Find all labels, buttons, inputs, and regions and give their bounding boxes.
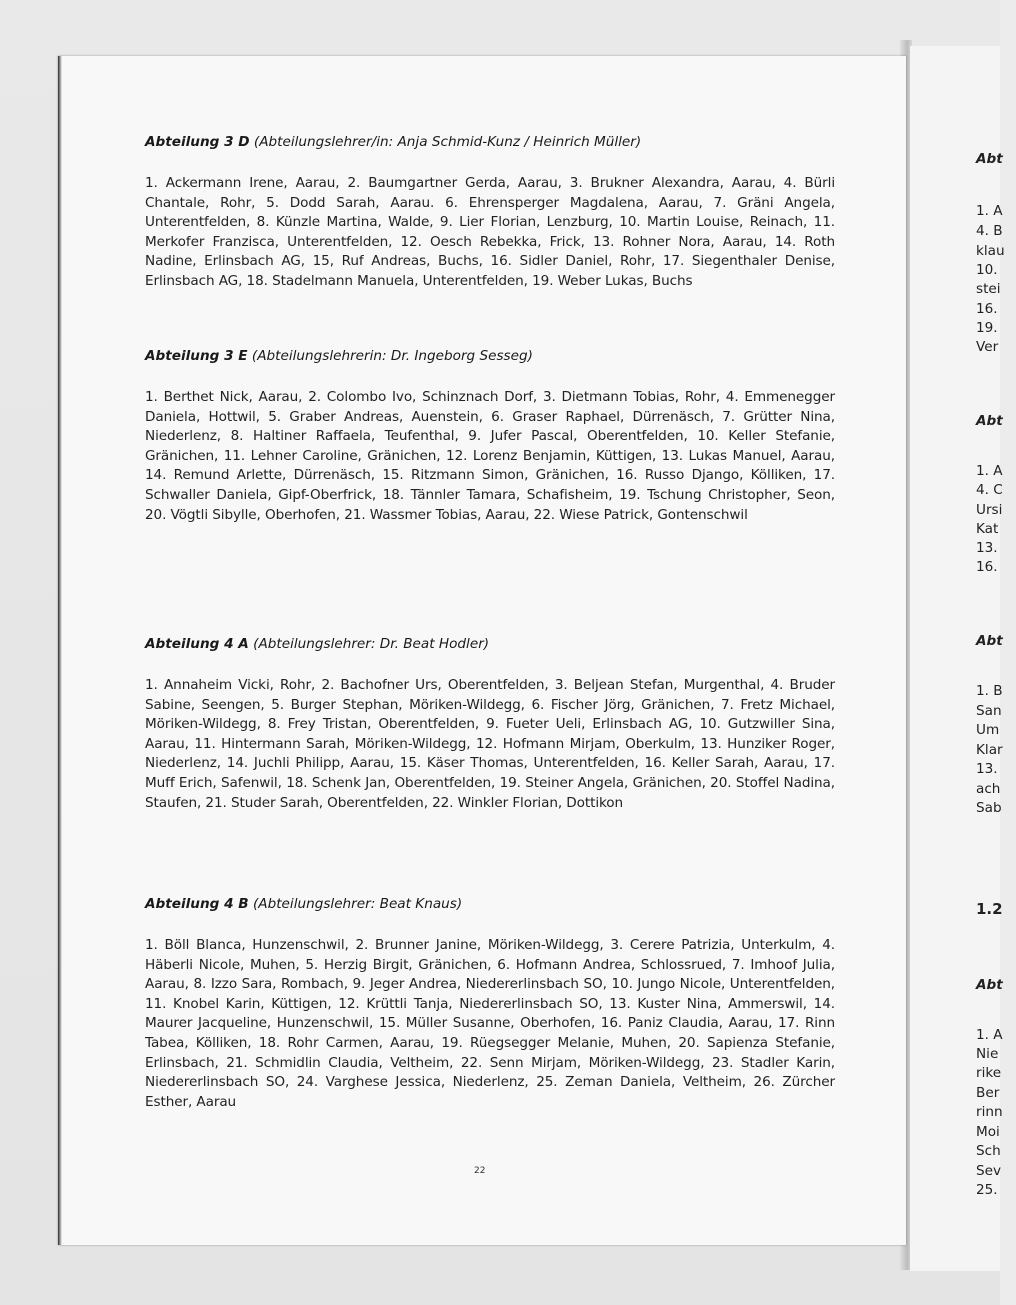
facing-page-fragment: 1. B: [976, 683, 1003, 699]
section-3e: [145, 346, 835, 525]
facing-page-fragment: 19.: [976, 320, 998, 336]
section-heading: [145, 346, 835, 366]
student-list: 1. Annaheim Vicki, Rohr, 2. Bachofner Urs, Oberentfelden, 3. Beljean Stefan, Murgenthal, 4. Bruder Sabine, Seengen, 5. Burger Stephan, Möriken-Wildegg, 6. Fischer Jörg, Gränichen, 7. Fretz Michael, Möriken-Wildegg, 8. Frey Tristan, Oberentfelden, 9. Fueter Ueli, Erlinsbach AG, 10. Gutzwiller Sina, Aarau, 11. Hintermann Sarah, Möriken-Wildegg, 12. Hofmann Mirjam, Oberkulm, 13. Hunziker Roger, Niederlenz, 14. Juchli Philipp, Aarau, 15. Käser Thomas, Unterentfelden, 16. Keller Sarah, Aarau, 17. Muff Erich, Safenwil, 18. Schenk Jan, Oberentfelden, 19. Steiner Angela, Gränichen, 20. Stoffel Nadina, Staufen, 21. Studer Sarah, Oberentfelden, 22. Winkler Florian, Dottikon: [145, 677, 835, 811]
student-list: 1. Böll Blanca, Hunzenschwil, 2. Brunner Janine, Möriken-Wildegg, 3. Cerere Patrizia, Unterkulm, 4. Häberli Nicole, Muhen, 5. Herzig Birgit, Gränichen, 6. Hofmann Andrea, Schlossrued, 7. Imhoof Julia, Aarau, 8. Izzo Sara, Rombach, 9. Jeger Andrea, Niedererlinsbach SO, 10. Jungo Nicole, Unterentfelden, 11. Knobel Karin, Küttigen, 12. Krüttli Tanja, Niedererlinsbach SO, 13. Kuster Nina, Ammerswil, 14. Maurer Jacqueline, Hunzenschwil, 15. Müller Susanne, Oberhofen, 16. Paniz Claudia, Aarau, 17. Rinn Tabea, Kölliken, 18. Rohr Carmen, Aarau, 19. Rüegsegger Melanie, Muhen, 20. Sapienza Stefanie, Erlinsbach, 21. Schmidlin Claudia, Veltheim, 22. Senn Mirjam, Möriken-Wildegg, 23. Stadler Karin, Niedererlinsbach SO, 24. Varghese Jessica, Niederlenz, 25. Zeman Daniela, Veltheim, 26. Zürcher Esther, Aarau: [145, 937, 835, 1110]
facing-page-fragment: Sev: [976, 1163, 1002, 1179]
section-3d: [145, 132, 835, 292]
student-list: 1. Ackermann Irene, Aarau, 2. Baumgartner Gerda, Aarau, 3. Brukner Alexandra, Aarau, 4. Bürli Chantale, Rohr, 5. Dodd Sarah, Aarau. 6. Ehrensperger Magdalena, Aarau, 7. Gräni Angela, Unterentfelden, 8. Künzle Martina, Walde, 9. Lier Florian, Lenzburg, 10. Martin Louise, Reinach, 11. Merkofer Franzisca, Unterentfelden, 12. Oesch Rebekka, Frick, 13. Rohner Nora, Aarau, 14. Roth Nadine, Erlinsbach AG, 15, Ruf Andreas, Buchs, 16. Sidler Daniel, Rohr, 17. Siegenthaler Denise, Erlinsbach AG, 18. Stadelmann Manuela, Unterentfelden, 19. Weber Lukas, Buchs: [145, 175, 835, 289]
facing-page-fragment: 13.: [976, 761, 998, 777]
facing-page-fragment: 1.2: [976, 900, 1003, 918]
facing-page-fragment: rinn: [976, 1104, 1003, 1120]
facing-page-fragment: 13.: [976, 540, 998, 556]
facing-page-fragment: stei: [976, 281, 1001, 297]
facing-page-fragment: Sch: [976, 1143, 1001, 1159]
facing-page-fragment: Ber: [976, 1085, 1000, 1101]
facing-page-fragment: Nie: [976, 1046, 999, 1062]
facing-page-fragment: Ver: [976, 339, 999, 355]
page-number: 22: [474, 1166, 486, 1176]
facing-page-fragment: ach: [976, 781, 1001, 797]
facing-page-fragment: 16.: [976, 301, 998, 317]
facing-page-fragment: Abt: [976, 977, 1003, 993]
facing-page-edge: [910, 46, 1005, 1271]
section-code: Abteilung 3 D: [145, 134, 250, 150]
facing-page-fragment: 10.: [976, 262, 998, 278]
student-list: 1. Berthet Nick, Aarau, 2. Colombo Ivo, Schinznach Dorf, 3. Dietmann Tobias, Rohr, 4. Emmenegger Daniela, Hottwil, 5. Graber Andreas, Auenstein, 6. Graser Raphael, Dürrenäsch, 7. Grütter Nina, Niederlenz, 8. Haltiner Raffaela, Teufenthal, 9. Jufer Pascal, Oberentfelden, 10. Keller Stefanie, Gränichen, 11. Lehner Caroline, Gränichen, 12. Lorenz Benjamin, Küttigen, 13. Lukas Manuel, Aarau, 14. Remund Arlette, Dürrenäsch, 15. Ritzmann Simon, Gränichen, 16. Russo Django, Kölliken, 17. Schwaller Daniela, Gipf-Oberfrick, 18. Tännler Tamara, Schafisheim, 19. Tschung Christopher, Seon, 20. Vögtli Sibylle, Oberhofen, 21. Wassmer Tobias, Aarau, 22. Wiese Patrick, Gontenschwil: [145, 389, 835, 523]
facing-page-fragment: Klar: [976, 742, 1003, 758]
facing-page-fragment: Abt: [976, 151, 1003, 167]
section-teacher: (Abteilungslehrerin: Dr. Ingeborg Sesseg): [251, 348, 533, 364]
facing-page-fragment: Ursi: [976, 502, 1003, 518]
section-teacher: (Abteilungslehrer: Dr. Beat Hodler): [253, 636, 490, 652]
section-code: Abteilung 3 E: [145, 348, 248, 364]
facing-page-fragment: rike: [976, 1065, 1002, 1081]
facing-page-fragment: 1. A: [976, 1027, 1003, 1043]
facing-page-fragment: 4. C: [976, 482, 1003, 498]
facing-page-fragment: Moi: [976, 1124, 1000, 1140]
facing-page-fragment: San: [976, 703, 1002, 719]
page-edge-shadow: [58, 56, 62, 1245]
facing-page-fragment: 25.: [976, 1182, 998, 1198]
facing-page-fragment: Sab: [976, 800, 1002, 816]
facing-page-fragment: 1. A: [976, 203, 1003, 219]
facing-page-fragment: 4. B: [976, 223, 1003, 239]
section-heading: [145, 132, 835, 152]
section-4b: [145, 894, 835, 1112]
facing-page-fragment: Abt: [976, 413, 1003, 429]
section-4a: [145, 634, 835, 813]
section-code: Abteilung 4 A: [145, 636, 249, 652]
facing-page-fragment: 16.: [976, 559, 998, 575]
facing-page-fragment: 1. A: [976, 463, 1003, 479]
section-teacher: (Abteilungslehrer: Beat Knaus): [253, 896, 463, 912]
section-heading: [145, 634, 835, 654]
facing-page-fragment: Kat: [976, 521, 999, 537]
facing-page-fragment: Um: [976, 722, 1000, 738]
section-teacher: (Abteilungslehrer/in: Anja Schmid-Kunz / Heinrich Müller): [253, 134, 642, 150]
section-code: Abteilung 4 B: [145, 896, 249, 912]
section-heading: [145, 894, 835, 914]
facing-page-fragment: klau: [976, 243, 1005, 259]
facing-page-fragment: Abt: [976, 633, 1003, 649]
